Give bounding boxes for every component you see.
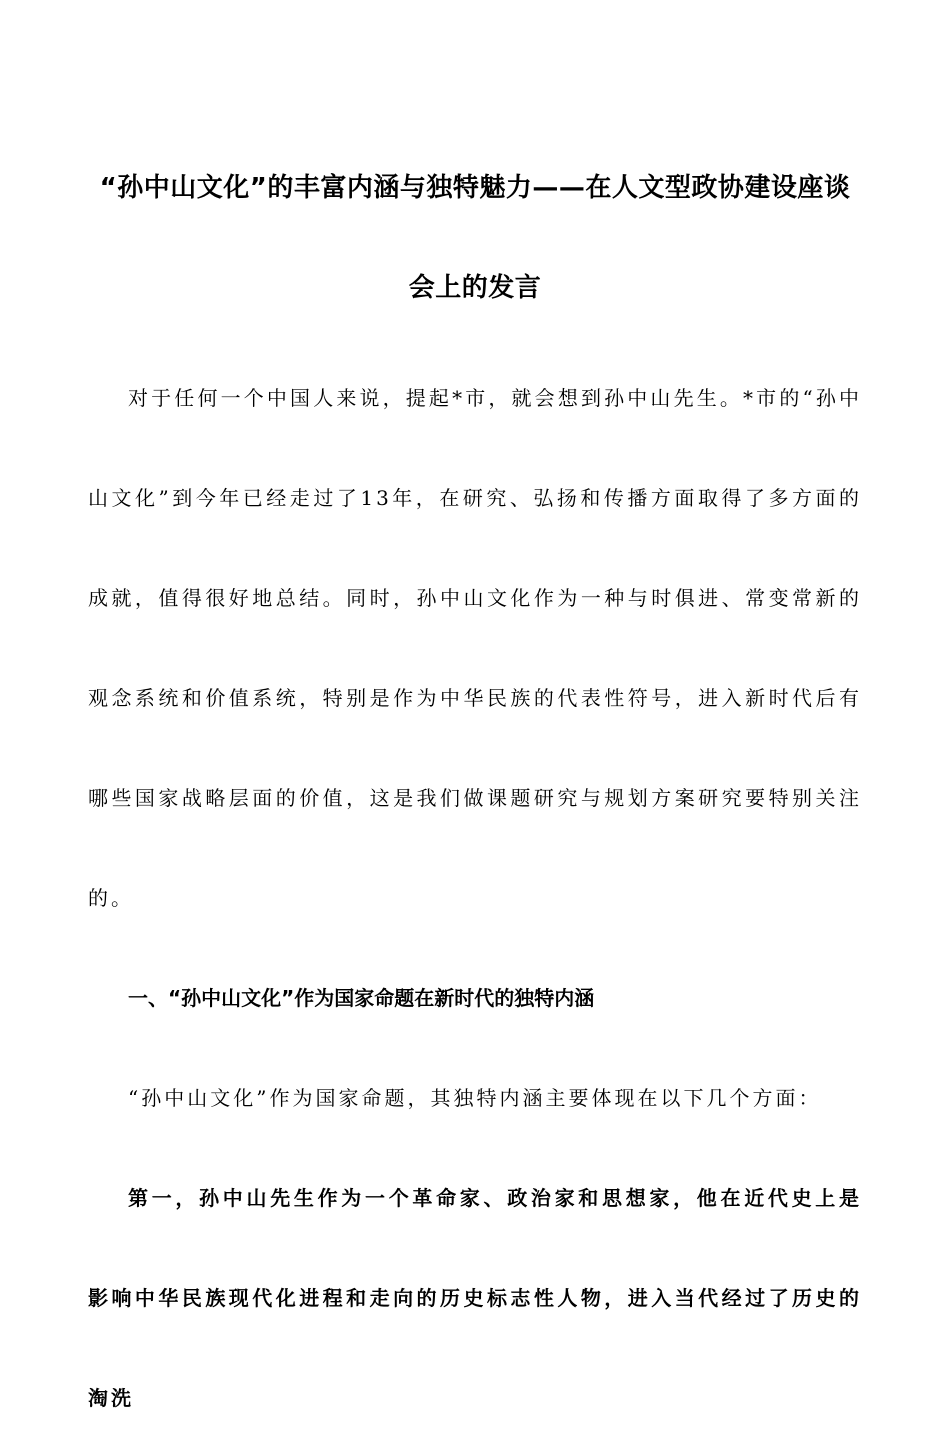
point-one-paragraph: 第一，孙中山先生作为一个革命家、政治家和思想家，他在近代史上是影响中华民族现代化进程和走向的历史标志性人物，进入当代经过了历史的淘洗	[88, 1186, 862, 1410]
document-title: “孙中山文化”的丰富内涵与独特魅力——在人文型政协建设座谈会上的发言	[99, 173, 851, 303]
intro-paragraph: 对于任何一个中国人来说，提起*市，就会想到孙中山先生。*市的“孙中山文化”到今年已经走过了13年，在研究、弘扬和传播方面取得了多方面的成就，值得很好地总结。同时，孙中山文化作为一种与时俱进、常变常新的观念系统和价值系统，特别是作为中华民族的代表性符号，进入新时代后有哪些国家战略层面的价值，这是我们做课题研究与规划方案研究要特别关注的。	[88, 386, 862, 910]
section-heading: 一、“孙中山文化”作为国家命题在新时代的独特内涵	[128, 986, 595, 1010]
section-intro-paragraph: “孙中山文化”作为国家命题，其独特内涵主要体现在以下几个方面：	[128, 1086, 822, 1110]
